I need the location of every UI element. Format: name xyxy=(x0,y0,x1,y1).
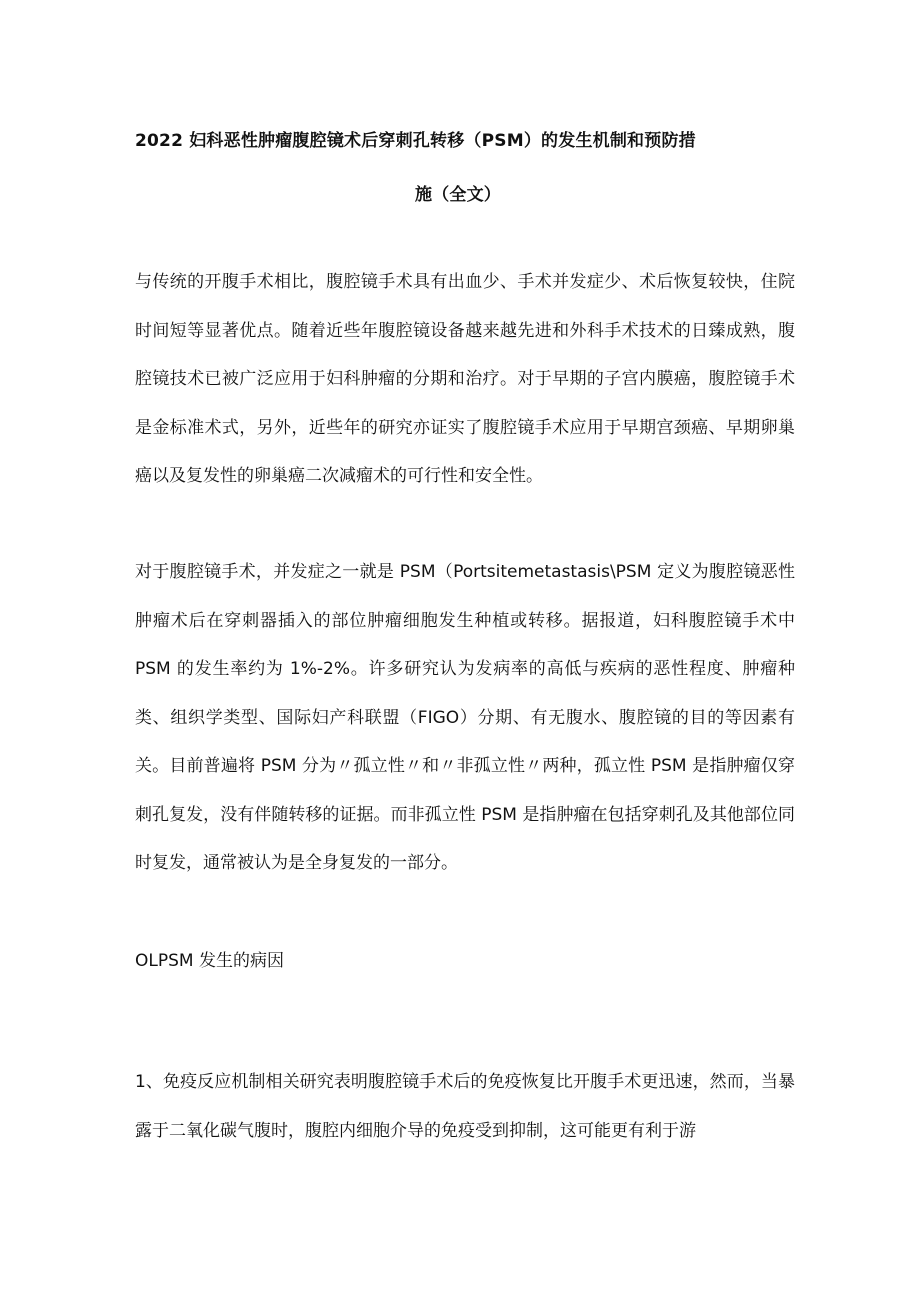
paragraph-psm-definition: 对于腹腔镜手术，并发症之一就是 PSM（Portsitemetastasis\PSM 定义为腹腔镜恶性肿瘤术后在穿刺器插入的部位肿瘤细胞发生种植或转移。据报道，妇科腹腔镜手术中 PSM 的发生率约为 1%-2%。许多研究认为发病率的高低与疾病的恶性程度、肿瘤种类、组织学类型、国际妇产科联盟（FIGO）分期、有无腹水、腹腔镜的目的等因素有关。目前普遍将 PSM 分为〃孤立性〃和〃非孤立性〃两种，孤立性 PSM 是指肿瘤仅穿刺孔复发，没有伴随转移的证据。而非孤立性 PSM 是指肿瘤在包括穿刺孔及其他部位同时复发，通常被认为是全身复发的一部分。 xyxy=(135,562,795,873)
document-title-line2: 施（全文） xyxy=(415,185,501,205)
paragraph-intro: 与传统的开腹手术相比，腹腔镜手术具有出血少、手术并发症少、术后恢复较快，住院时间短等显著优点。随着近些年腹腔镜设备越来越先进和外科手术技术的日臻成熟，腹腔镜技术已被广泛应用于妇科肿瘤的分期和治疗。对于早期的子宫内膜癌，腹腔镜手术是金标准术式，另外，近些年的研究亦证实了腹腔镜手术应用于早期宫颈癌、早期卵巢癌以及复发性的卵巢癌二次减瘤术的可行性和安全性。 xyxy=(135,272,795,486)
document-title-line1: 2022 妇科恶性肿瘤腹腔镜术后穿刺孔转移（PSM）的发生机制和预防措 xyxy=(135,131,696,151)
section-heading: OLPSM 发生的病因 xyxy=(135,951,284,971)
paragraph-immune-mechanism: 1、免疫反应机制相关研究表明腹腔镜手术后的免疫恢复比开腹手术更迅速，然而，当暴露于二氧化碳气腹时，腹腔内细胞介导的免疫受到抑制，这可能更有利于游 xyxy=(135,1072,795,1141)
